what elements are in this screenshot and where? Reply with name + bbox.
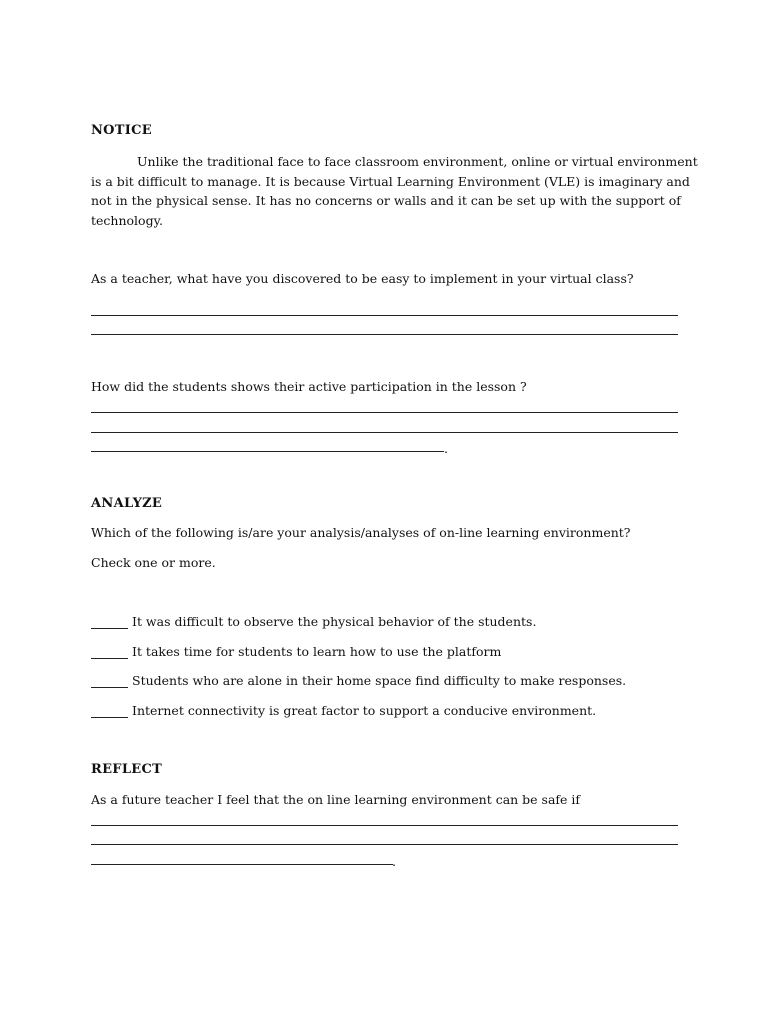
answer-line[interactable] bbox=[91, 412, 678, 413]
reflect-heading: REFLECT bbox=[91, 762, 163, 777]
answer-line[interactable] bbox=[91, 864, 393, 865]
answer-line[interactable] bbox=[91, 825, 678, 826]
line-end-period: . bbox=[444, 441, 448, 456]
question-active-participation: How did the students shows their active participation in the lesson ? bbox=[91, 379, 527, 394]
answer-line[interactable] bbox=[91, 432, 678, 433]
check-blank[interactable] bbox=[91, 705, 128, 718]
notice-paragraph-line: not in the physical sense. It has no concerns or walls and it can be set up with the support of bbox=[91, 193, 681, 208]
analysis-option-label: It takes time for students to learn how to use the platform bbox=[132, 644, 502, 659]
question-easy-to-implement: As a teacher, what have you discovered to be easy to implement in your virtual class? bbox=[91, 271, 634, 286]
notice-paragraph bbox=[91, 152, 698, 230]
analysis-option-label: Students who are alone in their home space find difficulty to make responses. bbox=[132, 673, 627, 688]
line-end-period: . bbox=[392, 854, 396, 869]
check-blank[interactable] bbox=[91, 646, 128, 659]
answer-line[interactable] bbox=[91, 451, 444, 452]
analyze-prompt: Which of the following is/are your analysis/analyses of on-line learning environment? bbox=[91, 525, 631, 540]
notice-heading: NOTICE bbox=[91, 123, 153, 138]
check-blank[interactable] bbox=[91, 675, 128, 688]
reflect-prompt: As a future teacher I feel that the on line learning environment can be safe if bbox=[91, 792, 581, 807]
analysis-option bbox=[91, 614, 536, 629]
analysis-option bbox=[91, 673, 626, 688]
analysis-option bbox=[91, 703, 596, 718]
analyze-heading: ANALYZE bbox=[91, 496, 163, 511]
analyze-instruction: Check one or more. bbox=[91, 555, 216, 570]
notice-paragraph-line: is a bit difficult to manage. It is because Virtual Learning Environment (VLE) is imaginary and bbox=[91, 173, 690, 189]
check-blank[interactable] bbox=[91, 616, 128, 629]
analysis-option-label: It was difficult to observe the physical behavior of the students. bbox=[132, 614, 537, 629]
answer-line[interactable] bbox=[91, 334, 678, 335]
answer-line[interactable] bbox=[91, 315, 678, 316]
answer-line[interactable] bbox=[91, 844, 678, 845]
analysis-option-label: Internet connectivity is great factor to support a conducive environment. bbox=[132, 703, 597, 718]
notice-paragraph-line: Unlike the traditional face to face classroom environment, online or virtual environment bbox=[137, 154, 698, 169]
analysis-option bbox=[91, 644, 501, 659]
notice-paragraph-line: technology. bbox=[91, 212, 163, 228]
